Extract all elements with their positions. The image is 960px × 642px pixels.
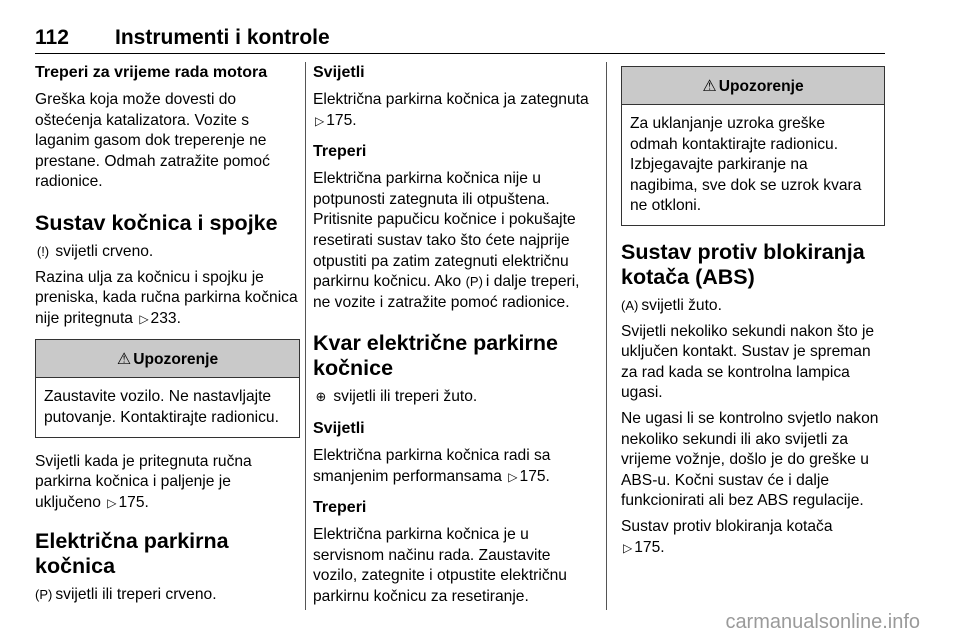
column-2 [313, 62, 595, 613]
page-header [35, 18, 885, 54]
paragraph-epb: (P) svijetli ili treperi crveno. [35, 585, 300, 606]
page-reference[interactable]: 175. [118, 493, 149, 511]
page-reference-icon: ▷ [315, 113, 325, 128]
watermark: carmanualsonline.info [725, 611, 920, 633]
heading-electric-parking-brake: Električna parkirna kočnica [35, 529, 229, 579]
paragraph-lights: Električna parkirna kočnica ja zategnuta ▷ 175. [313, 90, 595, 131]
heading-flashes-engine: Treperi za vrijeme rada motora [35, 64, 268, 81]
heading-flashes: Treperi [313, 143, 367, 161]
page-reference[interactable]: 175. [326, 111, 357, 129]
paragraph-abs-3: Sustav protiv blokiranja kotača ▷ 175. [621, 517, 885, 558]
column-divider-1 [305, 62, 306, 610]
warning-triangle-icon: ⚠ [702, 78, 717, 95]
paragraph-abs-2: Ne ugasi li se kontrolno svjetlo nakon nekoliko sekundi ili ako svijetli za vrijeme vožnje, došlo je do greške u ABS-u. Kočni sustav će i dalje funkcionirati ali bez ABS regulacije. [621, 409, 879, 510]
page-reference-icon: ▷ [623, 540, 633, 555]
abs-icon: (A) [621, 297, 639, 313]
warning-triangle-icon: ⚠ [116, 351, 132, 369]
paragraph-fault: ⊕ svijetli ili treperi žuto. [313, 387, 595, 408]
parking-brake-icon: (P) [35, 587, 53, 603]
heading-lights: Svijetli [313, 64, 365, 81]
warning-text: Za uklanjanje uzroka greške odmah kontaktirajte radionicu. Izbjegavajte parkiranje na nagibima, sve dok se uzrok kvara ne otkloni. [630, 115, 862, 215]
page-reference-icon: ▷ [107, 495, 117, 510]
paragraph-abs-yellow: (A) svijetli žuto. [621, 296, 885, 317]
parking-brake-icon: (P) [465, 274, 483, 290]
heading-epb-fault: Kvar električne parkirne kočnice [313, 331, 558, 381]
warning-box-2 [621, 66, 885, 226]
page-reference[interactable]: 175. [519, 467, 550, 485]
warning-text: Zaustavite vozilo. Ne nastavljajte putovanje. Kontaktirajte radionicu. [44, 388, 279, 426]
paragraph-flashes-2: Električna parkirna kočnica je u servisnom načinu rada. Zaustavite vozilo, zategnite i otpustite električnu parkirnu kočnicu za resetiranje. [313, 526, 567, 605]
running-title: Instrumenti i kontrole [115, 26, 330, 49]
heading-lights-2: Svijetli [313, 419, 365, 437]
page-reference-icon: ▷ [139, 311, 149, 326]
paragraph-lights-2: Električna parkirna kočnica radi sa smanjenim performansama ▷ 175. [313, 446, 595, 487]
warning-box-1 [35, 339, 300, 437]
heading-brake-clutch: Sustav kočnica i spojke [35, 210, 278, 235]
warning-header: ⚠ Upozorenje [622, 67, 884, 105]
page-reference-icon: ▷ [508, 469, 518, 484]
paragraph-flashes: Električna parkirna kočnica nije u potpunosti zategnuta ili otpuštena. Pritisnite papučicu kočnice i pokušajte resetirati sustav tako što ćete najprije otpustiti pa zatim zategnuti električnu parkirnu kočnicu. Ako (P) i dalje treperi, ne vozite i zatražite pomoć radionice. [313, 170, 580, 311]
page-reference[interactable]: 175. [634, 538, 665, 556]
column-1 [35, 62, 300, 611]
paragraph-brake-red: (!) svijetli crveno. [35, 242, 300, 263]
paragraph-brake-fluid: Razina ulja za kočnicu i spojku je preniska, kada ručna parkirna kočnica nije pritegnuta ▷ 233. [35, 268, 300, 330]
header-rule [35, 53, 885, 54]
page-reference[interactable]: 233. [150, 309, 181, 327]
paragraph-catalyst: Greška koja može dovesti do oštećenja katalizatora. Vozite s laganim gasom dok treperenje ne prestane. Odmah zatražite pomoć radionice. [35, 91, 270, 191]
paragraph-abs-1: Svijetli nekoliko sekundi nakon što je uključen kontakt. Sustav je spreman za rad kada se kontrolna lampica ugasi. [621, 322, 875, 402]
page-number: 112 [35, 26, 69, 49]
warning-header: ⚠ Upozorenje [36, 340, 299, 378]
brake-warning-icon: (!) [36, 243, 50, 259]
column-divider-2 [606, 62, 607, 610]
heading-flashes-2: Treperi [313, 499, 367, 517]
parking-brake-fault-icon: ⊕ [315, 389, 327, 405]
paragraph-lights-on: Svijetli kada je pritegnuta ručna parkirna kočnica i paljenje je uključeno ▷ 175. [35, 452, 300, 514]
column-3 [621, 62, 885, 563]
heading-abs: Sustav protiv blokiranja kotača (ABS) [621, 239, 865, 289]
